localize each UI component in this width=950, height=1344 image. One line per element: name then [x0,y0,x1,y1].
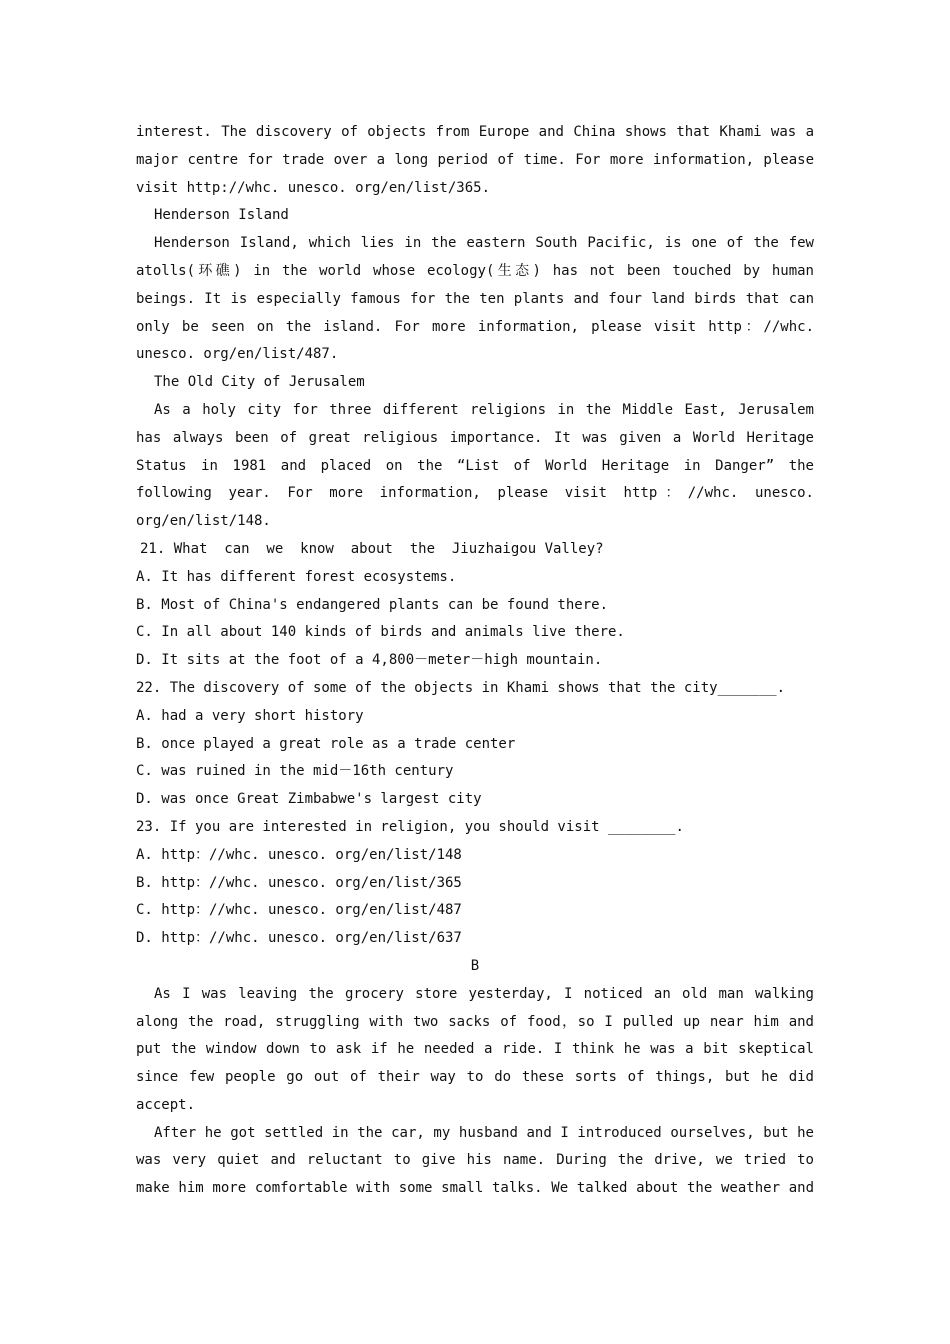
question-22-option-b: B. once played a great role as a trade center [136,735,516,752]
section-b-para1-line-3: put the window down to ask if he needed a ride. I think he was a bit skeptical [136,1041,814,1058]
section-b-para2-line-1: After he got settled in the car, my husband and I introduced ourselves, but he [154,1124,814,1141]
question-22-option-a: A. had a very short history [136,707,364,724]
henderson-line-1: Henderson Island, which lies in the eastern South Pacific, is one of the few [154,235,814,252]
question-22-option-d: D. was once Great Zimbabwe's largest city [136,791,482,808]
question-21-option-c: C. In all about 140 kinds of birds and animals live there. [136,624,625,641]
jerusalem-heading: The Old City of Jerusalem [154,374,365,391]
section-b-para1-line-1: As I was leaving the grocery store yesterday, I noticed an old man walking [154,985,814,1002]
section-b-heading: B [470,957,480,974]
section-b-para2-line-3: make him more comfortable with some small talks. We talked about the weather and [136,1180,814,1197]
section-b-para2-line-2: was very quiet and reluctant to give his name. During the drive, we tried to [136,1152,814,1169]
question-21-option-d: D. It sits at the foot of a 4,800－meter－high mountain. [136,652,603,669]
question-23-option-b: B. http：//whc. unesco. org/en/list/365 [136,874,462,891]
question-23-option-c: C. http：//whc. unesco. org/en/list/487 [136,902,462,919]
question-22-option-c: C. was ruined in the mid－16th century [136,763,454,780]
question-23-option-d: D. http：//whc. unesco. org/en/list/637 [136,930,462,947]
question-21-stem: 21. What can we know about the Jiuzhaigou Valley? [140,540,604,557]
section-b-para1-line-4: since few people go out of their way to do these sorts of things, but he did [136,1069,814,1086]
khami-text-line-1: interest. The discovery of objects from Europe and China shows that Khami was a [136,124,814,140]
khami-text-line-3: visit http://whc. unesco. org/en/list/365. [136,179,491,196]
jerusalem-line-1: As a holy city for three different religions in the Middle East, Jerusalem [154,401,814,418]
henderson-line-5: unesco. org/en/list/487. [136,346,339,363]
jerusalem-line-2: has always been of great religious importance. It was given a World Heritage [136,429,814,446]
document-page [136,119,814,1203]
henderson-line-2: atolls(环礁) in the world whose ecology(生态) has not been touched by human [136,262,814,279]
jerusalem-line-5: org/en/list/148. [136,513,271,530]
jerusalem-line-4: following year. For more information, please visit http：//whc. unesco. [136,485,814,502]
section-b-para1-line-2: along the road, struggling with two sacks of food，so I pulled up near him and [136,1013,814,1030]
section-b-para1-line-5: accept. [136,1096,196,1113]
question-22-stem: 22. The discovery of some of the objects in Khami shows that the city_______. [136,679,786,696]
henderson-line-4: only be seen on the island. For more information, please visit http：//whc. [136,318,814,335]
question-23-option-a: A. http：//whc. unesco. org/en/list/148 [136,846,462,863]
khami-text-line-2: major centre for trade over a long period of time. For more information, please [136,151,814,168]
question-21-option-b: B. Most of China's endangered plants can be found there. [136,596,609,613]
jerusalem-line-3: Status in 1981 and placed on the “List of World Heritage in Danger” the [136,457,814,474]
question-23-stem: 23. If you are interested in religion, you should visit ________. [136,818,684,835]
henderson-line-3: beings. It is especially famous for the ten plants and four land birds that can [136,290,814,307]
question-21-option-a: A. It has different forest ecosystems. [136,568,457,585]
henderson-heading: Henderson Island [154,207,289,224]
